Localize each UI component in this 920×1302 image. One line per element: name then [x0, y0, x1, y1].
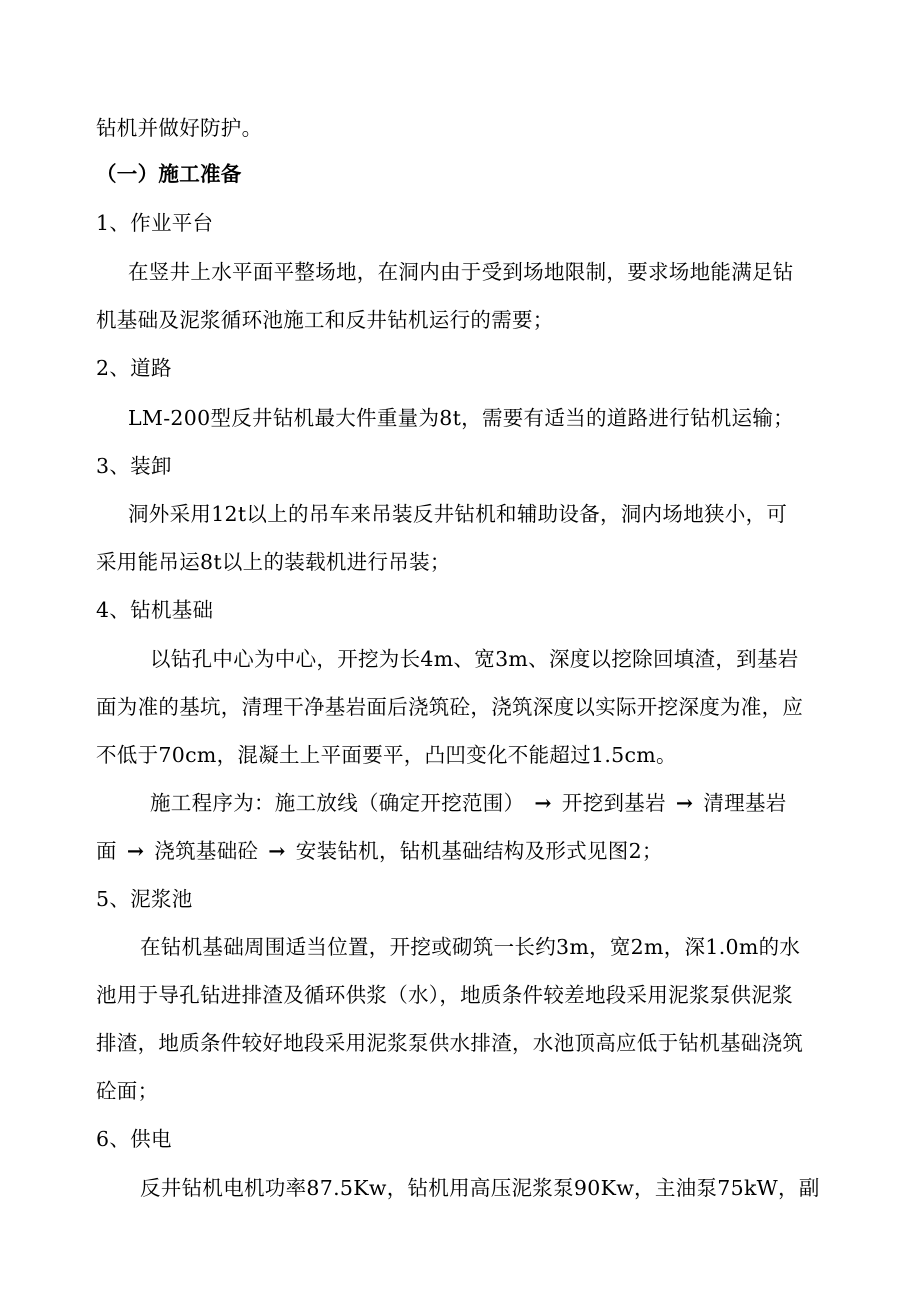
loading-text-line-1: 洞外采用12t以上的吊车来吊装反井钻机和辅助设备，洞内场地狭小，可	[128, 502, 788, 526]
mud-pit-text-line-1: 在钻机基础周围适当位置，开挖或砌筑一长约3m，宽2m，深1.0m的水	[140, 935, 801, 959]
procedure-step-text: 清理基岩	[703, 791, 787, 815]
foundation-text-line-3: 不低于70cm，混凝土上平面要平，凸凹变化不能超过1.5cm。	[96, 743, 677, 767]
arrow-icon: →	[675, 791, 694, 815]
item-heading-power-supply: 6、供电	[96, 1127, 172, 1151]
item-heading-mud-pit: 5、泥浆池	[96, 887, 193, 911]
item-heading-drill-foundation: 4、钻机基础	[96, 598, 214, 622]
procedure-step-text: 浇筑基础砼	[154, 839, 259, 863]
loading-text-line-2: 采用能吊运8t以上的装载机进行吊装；	[96, 550, 451, 574]
foundation-text-line-1: 以钻孔中心为中心，开挖为长4m、宽3m、深度以挖除回填渣，到基岩	[150, 647, 799, 671]
work-platform-text-line-2: 机基础及泥浆循环池施工和反井钻机运行的需要；	[96, 308, 554, 332]
arrow-icon: →	[268, 839, 286, 863]
mud-pit-text-line-2: 池用于导孔钻进排渣及循环供浆（水），地质条件较差地段采用泥浆泵供泥浆	[96, 983, 793, 1007]
paragraph-continuation: 钻机并做好防护。	[96, 116, 263, 140]
item-heading-work-platform: 1、作业平台	[96, 211, 214, 235]
procedure-step-text: 开挖到基岩	[561, 791, 666, 815]
procedure-step-text: 施工程序为：施工放线（确定开挖范围）	[150, 791, 525, 815]
section-heading-construction-preparation: （一）施工准备	[96, 162, 242, 186]
road-text-line: LM-200型反井钻机最大件重量为8t，需要有适当的道路进行钻机运输；	[128, 406, 794, 430]
work-platform-text-line-1: 在竖井上水平面平整场地，在洞内由于受到场地限制，要求场地能满足钻	[128, 260, 794, 284]
procedure-line-2	[96, 837, 663, 865]
arrow-icon: →	[534, 791, 552, 815]
item-heading-road: 2、道路	[96, 356, 172, 380]
procedure-line-1	[150, 789, 787, 817]
foundation-text-line-2: 面为准的基坑，清理干净基岩面后浇筑砼，浇筑深度以实际开挖深度为准，应	[96, 695, 804, 719]
item-heading-loading: 3、装卸	[96, 454, 172, 478]
power-supply-text-line-1: 反井钻机电机功率87.5Kw，钻机用高压泥浆泵90Kw，主油泵75kW，副	[140, 1176, 820, 1200]
mud-pit-text-line-3: 排渣，地质条件较好地段采用泥浆泵供水排渣，水池顶高应低于钻机基础浇筑	[96, 1031, 804, 1055]
arrow-icon: →	[126, 839, 145, 863]
procedure-step-text: 面	[96, 839, 117, 863]
mud-pit-text-line-4: 砼面；	[96, 1079, 159, 1103]
procedure-step-text: 安装钻机，钻机基础结构及形式见图2；	[295, 839, 663, 863]
